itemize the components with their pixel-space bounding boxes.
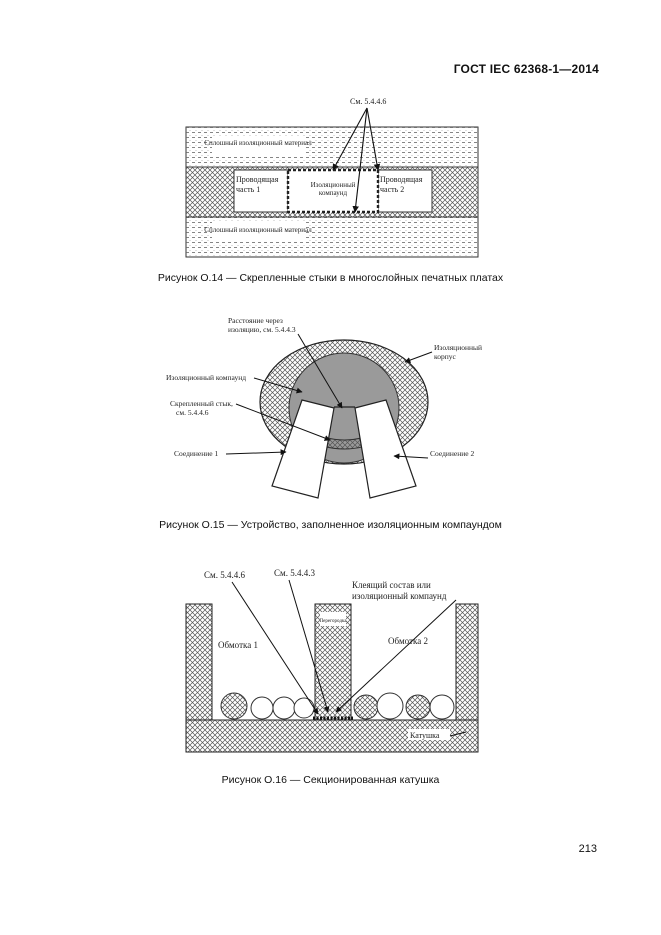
partition-label: Перегородка [319, 619, 347, 624]
ref-1-label: См. 5.4.4.6 [204, 570, 245, 580]
figure-o15 [166, 316, 482, 498]
housing-label-b: корпус [434, 352, 456, 361]
conductor-2-label-a: Проводящая [380, 175, 423, 184]
figure-o14 [186, 97, 478, 257]
winding-1-turns [221, 693, 314, 719]
page-number: 213 [578, 843, 597, 855]
conductor-1-label-b: часть 1 [236, 185, 261, 194]
adhesive-label-b: изоляционный компаунд [352, 591, 447, 601]
compound-label-b: компаунд [318, 189, 348, 197]
conductor-1-label-a: Проводящая [236, 175, 279, 184]
joint-label-b: см. 5.4.4.6 [176, 408, 209, 417]
compound-label-a: Изоляционный [310, 181, 356, 189]
ref-2-label: См. 5.4.4.3 [274, 568, 315, 578]
standard-header: ГОСТ IEC 62368-1—2014 [453, 62, 599, 76]
winding-2-turns [354, 693, 454, 719]
housing-label-a: Изоляционный [434, 343, 483, 352]
distance-label-a: Расстояние через [228, 316, 283, 325]
winding-1-label: Обмотка 1 [218, 640, 258, 650]
connection-1-label: Соединение 1 [174, 449, 219, 458]
joint-label-a: Скрепленный стык, [170, 399, 233, 408]
winding-2-label: Обмотка 2 [388, 636, 428, 646]
adhesive-label-a: Клеящий состав или [352, 580, 431, 590]
figure-o15-caption: Рисунок О.15 — Устройство, заполненное изоляционным компаундом [159, 519, 502, 531]
top-layer-label-1: Сплошный изоляционный материал [204, 139, 312, 147]
conductor-2-label-b: часть 2 [380, 185, 405, 194]
bobbin-label: Катушка [410, 731, 440, 740]
figure-o16 [186, 568, 478, 752]
figure-o14-caption: Рисунок О.14 — Скрепленные стыки в многослойных печатных платах [157, 272, 504, 284]
bottom-layer-label: Сплошный изоляционный материал [204, 226, 312, 234]
bobbin-right-wall [456, 604, 478, 720]
housing-arrow [405, 352, 432, 362]
ref-label-o14: См. 5.4.4.6 [350, 97, 387, 106]
figure-o16-caption: Рисунок О.16 — Секционированная катушка [221, 774, 440, 786]
compound-label-o15: Изоляционный компаунд [166, 373, 247, 382]
bobbin-left-wall [186, 604, 212, 720]
connection-1-arrow [226, 452, 286, 454]
connection-2-label: Соединение 2 [430, 449, 475, 458]
distance-label-b: изоляцию, см. 5.4.4.3 [228, 325, 296, 334]
